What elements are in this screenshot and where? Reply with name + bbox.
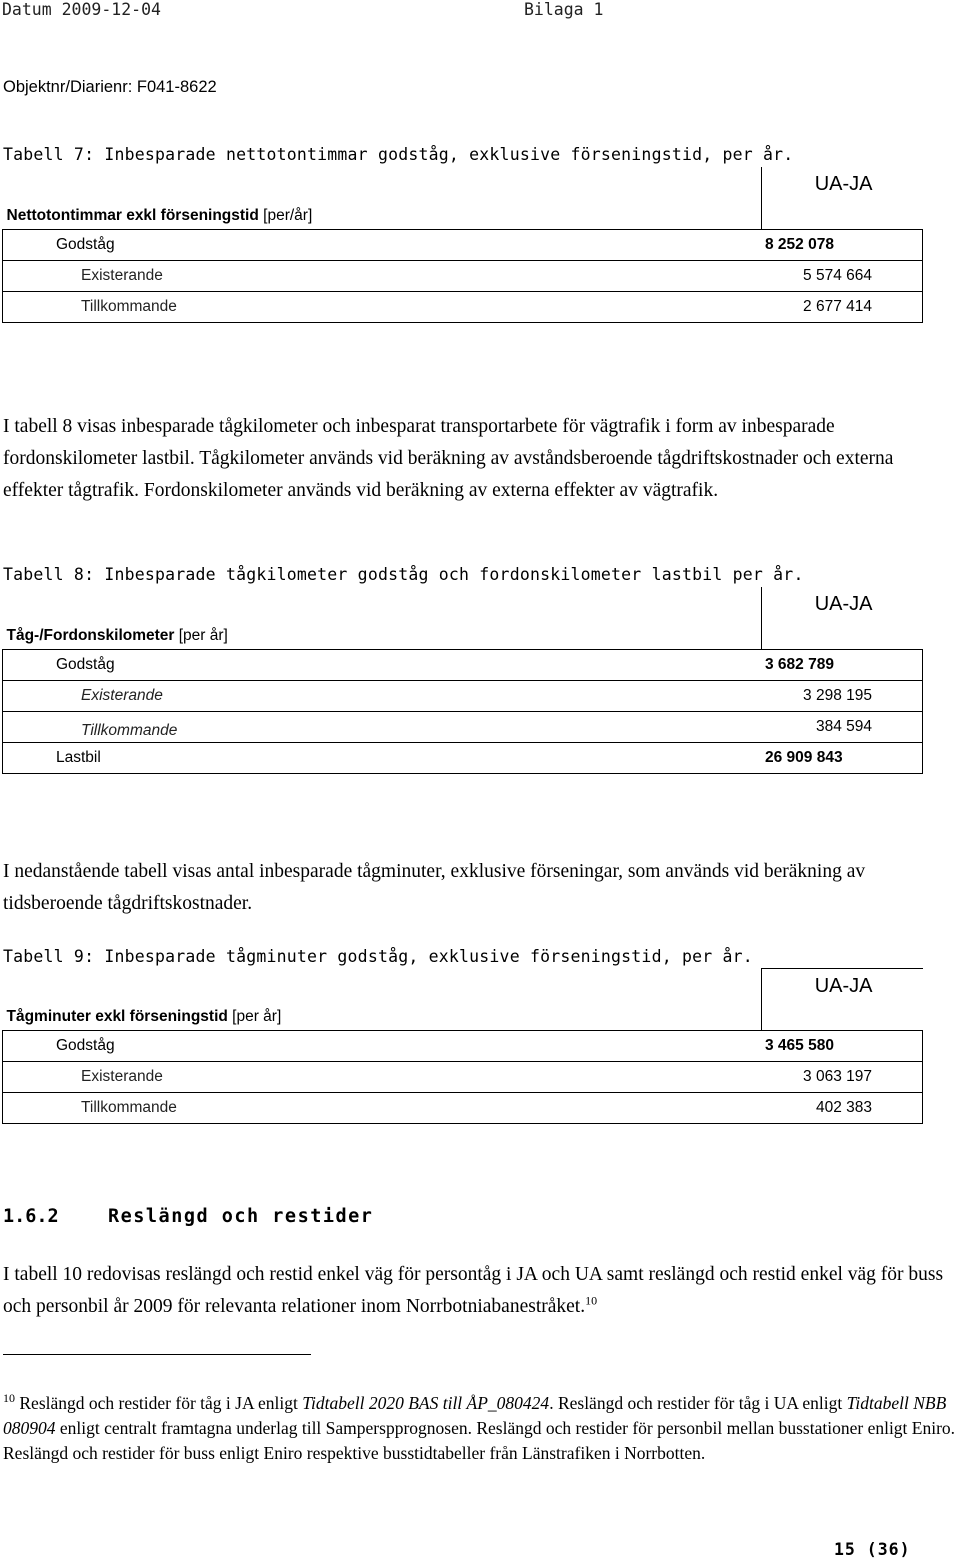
table8-row-label: Tillkommande xyxy=(3,711,762,742)
table8-row-label: Godståg xyxy=(3,649,762,680)
header-date: Datum 2009-12-04 xyxy=(2,0,161,19)
table8-caption: Tabell 8: Inbesparade tågkilometer godståg och fordonskilometer lastbil per år. xyxy=(3,565,804,584)
table7-row-label: Godståg xyxy=(3,229,762,260)
table7-row-label: Existerande xyxy=(3,260,762,291)
table8-column-header: UA-JA xyxy=(761,587,923,649)
table8-row-value: 384 594 xyxy=(761,711,923,742)
table7-row-value: 2 677 414 xyxy=(761,291,923,322)
table7-row-label: Tillkommande xyxy=(3,291,762,322)
footnote-separator xyxy=(3,1354,311,1355)
table8-row-value: 26 909 843 xyxy=(761,742,923,773)
table9-caption: Tabell 9: Inbesparade tågminuter godståg, exklusive förseningstid, per år. xyxy=(3,947,753,966)
table9-row-label: Godståg xyxy=(3,1031,762,1062)
table9-row-value: 402 383 xyxy=(761,1093,923,1124)
footnote-reference: 10 xyxy=(585,1293,598,1308)
table9-row-label: Existerande xyxy=(3,1062,762,1093)
table8 xyxy=(2,587,923,774)
table7-heading: Nettotontimmar exkl förseningstid [per/år] xyxy=(6,206,313,224)
header-appendix: Bilaga 1 xyxy=(524,0,604,19)
table7 xyxy=(2,167,923,323)
paragraph-table10-intro: I tabell 10 redovisas reslängd och restid enkel väg för persontåg i JA och UA samt reslängd och restid enkel väg för buss och personbil år 2009 för relevanta relationer inom Norrbotniabanestråket.$^{10}$ xyxy=(3,1264,944,1317)
table9-column-header: UA-JA xyxy=(761,969,923,1031)
page-number: 15 (36) xyxy=(834,1540,911,1559)
table9-row-value: 3 465 580 xyxy=(761,1031,923,1062)
table7-row-value: 8 252 078 xyxy=(761,229,923,260)
table7-column-header: UA-JA xyxy=(761,167,923,229)
table9-row-value: 3 063 197 xyxy=(761,1062,923,1093)
footnote: $^{10}$ Reslängd och restider för tåg i JA enligt Tidtabell 2020 BAS till ÅP_080424. Reslängd och restider för tåg i UA enligt Tidtabell NBB 080904 enligt centralt framtagna underlag till Samperspprognosen. Reslängd och restider för personbil mellan busstationer enligt Eniro. Reslängd och restider för buss enligt Eniro respektive busstidtabeller från Länstrafiken i Norrbotten. xyxy=(3,1391,956,1463)
table9-heading: Tågminuter exkl förseningstid [per år] xyxy=(6,1008,282,1025)
table7-caption: Tabell 7: Inbesparade nettotontimmar godståg, exklusive förseningstid, per år. xyxy=(3,145,794,164)
footnote-number: 10 xyxy=(3,1391,15,1406)
section-title: Reslängd och restider xyxy=(108,1206,374,1227)
table8-row-value: 3 298 195 xyxy=(761,680,923,711)
paragraph-table9-intro: I nedanstående tabell visas antal inbesparade tågminuter, exklusive förseningar, som används vid beräkning av tidsberoende tågdriftskostnader. xyxy=(3,861,866,914)
table9-row-label: Tillkommande xyxy=(3,1093,762,1124)
paragraph-table8-intro: I tabell 8 visas inbesparade tågkilometer och inbesparat transportarbete för vägtrafik i form av inbesparade fordonskilometer lastbil. Tågkilometer används vid beräkning av avståndsberoende tågdriftskostnader och externa effekter tågtrafik. Fordonskilometer används vid beräkning av externa effekter av vägtrafik. xyxy=(3,416,894,501)
section-number: 1.6.2 xyxy=(3,1206,59,1227)
table8-row-label: Existerande xyxy=(3,680,762,711)
table8-row-value: 3 682 789 xyxy=(761,649,923,680)
table8-heading: Tåg-/Fordonskilometer [per år] xyxy=(6,626,228,644)
table9 xyxy=(2,968,923,1124)
table8-row-label: Lastbil xyxy=(3,742,762,773)
reference-number: Objektnr/Diarienr: F041-8622 xyxy=(3,78,217,96)
table7-row-value: 5 574 664 xyxy=(761,260,923,291)
